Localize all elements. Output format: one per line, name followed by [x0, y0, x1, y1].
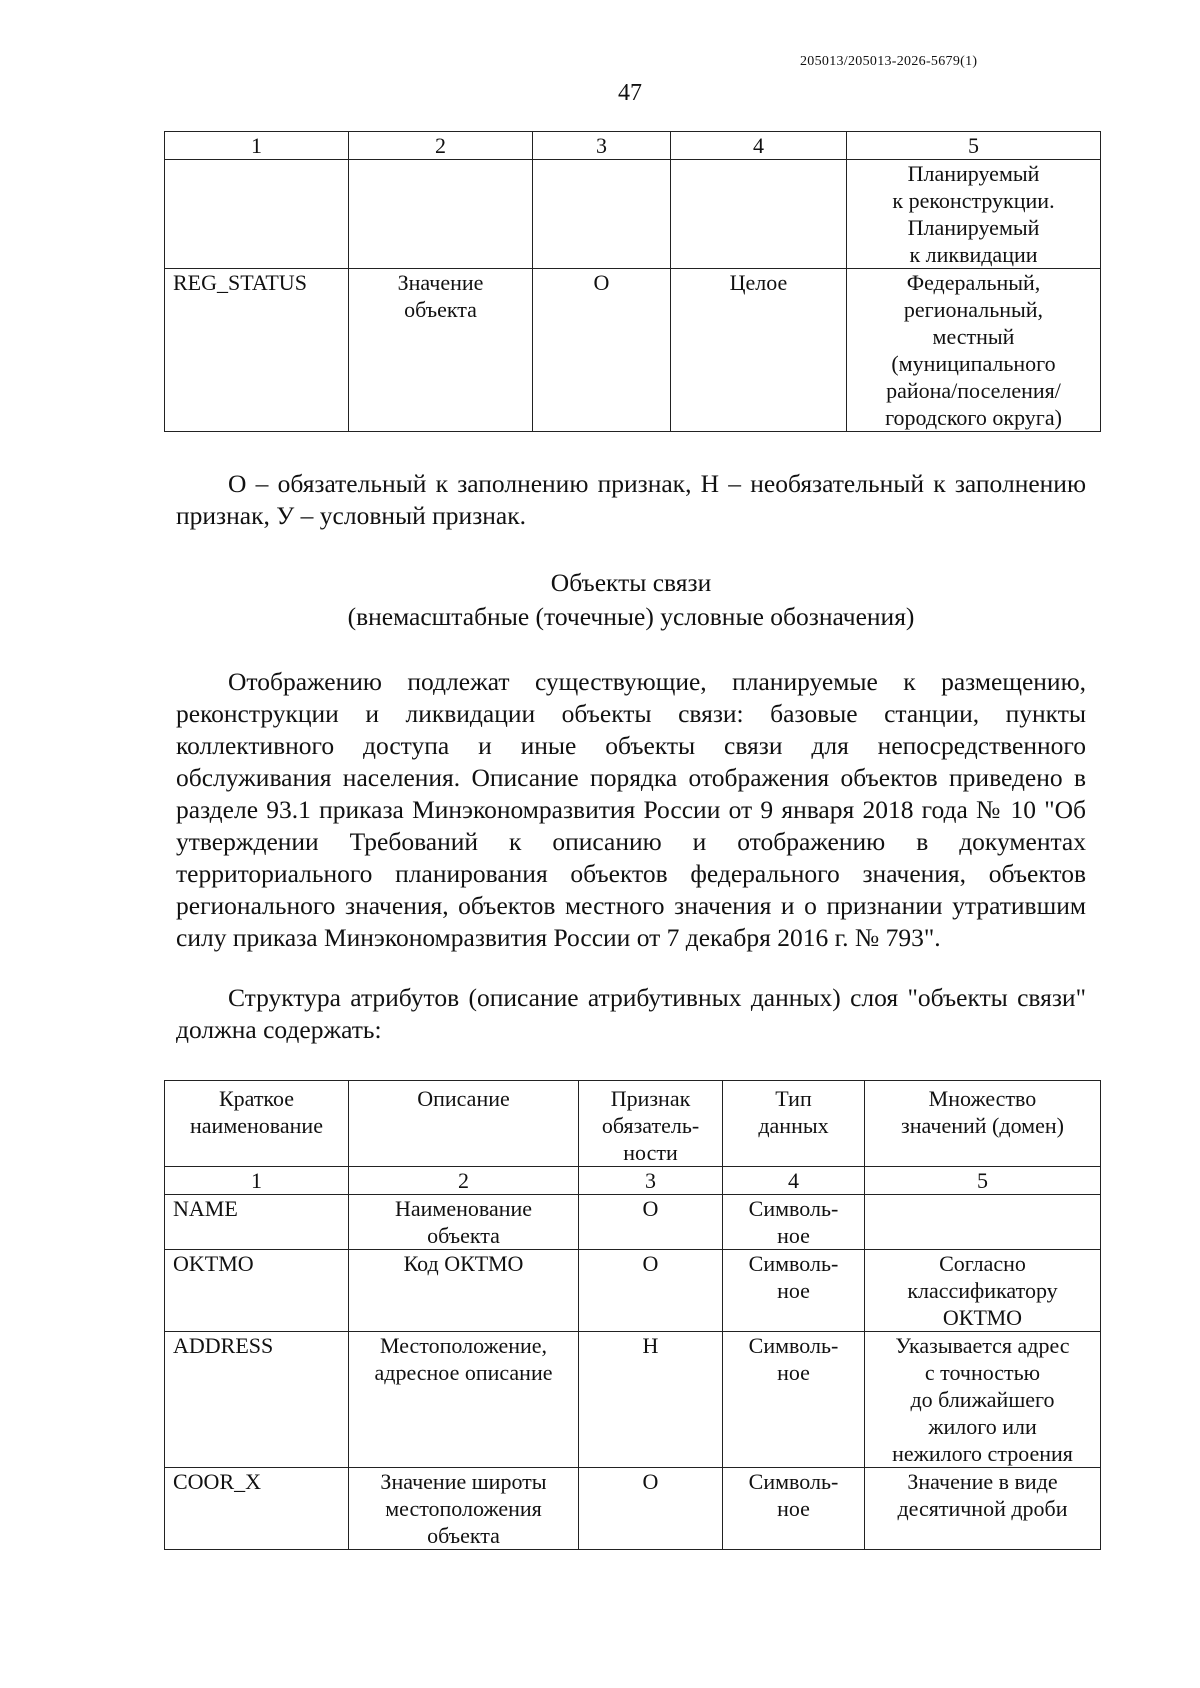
cell-description: Местоположение, адресное описание — [349, 1332, 579, 1468]
cell-short-name: ADDRESS — [165, 1332, 349, 1468]
col-number: 3 — [533, 132, 671, 160]
header-short-name: Краткое наименование — [165, 1081, 349, 1167]
cell-data-type: Символь- ное — [723, 1250, 865, 1332]
cell-data-type — [671, 160, 847, 269]
cell-short-name — [165, 160, 349, 269]
col-number: 4 — [723, 1167, 865, 1195]
cell-domain — [865, 1195, 1101, 1250]
col-number: 2 — [349, 132, 533, 160]
col-number: 5 — [847, 132, 1101, 160]
table-row — [165, 160, 1101, 269]
column-number-row — [165, 1167, 1101, 1195]
cell-description: Наименование объекта — [349, 1195, 579, 1250]
document-id: 205013/205013-2026-5679(1) — [800, 54, 978, 69]
cell-short-name: NAME — [165, 1195, 349, 1250]
col-number: 1 — [165, 1167, 349, 1195]
cell-short-name: OKTMO — [165, 1250, 349, 1332]
cell-description: Код ОКТМО — [349, 1250, 579, 1332]
header-domain: Множество значений (домен) — [865, 1081, 1101, 1167]
table-row — [165, 1195, 1101, 1250]
cell-description — [349, 160, 533, 269]
cell-domain: Согласно классификатору ОКТМО — [865, 1250, 1101, 1332]
legend-note: О – обязательный к заполнению признак, Н – необязательный к заполнению признак, У – условный признак. — [176, 469, 1086, 530]
cell-short-name: REG_STATUS — [165, 269, 349, 432]
attribute-table-continued — [164, 131, 1101, 432]
cell-short-name: COOR_X — [165, 1468, 349, 1550]
column-number-row — [165, 132, 1101, 160]
cell-required: О — [579, 1195, 723, 1250]
table-row — [165, 1250, 1101, 1332]
cell-domain: Федеральный, региональный, местный (муниципального района/поселения/ городского округа) — [847, 269, 1101, 432]
col-number: 5 — [865, 1167, 1101, 1195]
table-row — [165, 1468, 1101, 1550]
cell-required — [533, 160, 671, 269]
attribute-table — [164, 1166, 1101, 1550]
header-description: Описание — [349, 1081, 579, 1167]
table-row — [165, 269, 1101, 432]
section-title: Объекты связи — [550, 568, 712, 597]
cell-data-type: Символь- ное — [723, 1195, 865, 1250]
body-paragraph: Структура атрибутов (описание атрибутивных данных) слоя "объекты связи" должна содержать: — [176, 983, 1086, 1044]
col-number: 1 — [165, 132, 349, 160]
cell-domain: Планируемый к реконструкции. Планируемый к ликвидации — [847, 160, 1101, 269]
header-data-type: Тип данных — [723, 1081, 865, 1167]
cell-data-type: Целое — [671, 269, 847, 432]
cell-required: О — [579, 1250, 723, 1332]
cell-required: Н — [579, 1332, 723, 1468]
cell-domain: Значение в виде десятичной дроби — [865, 1468, 1101, 1550]
col-number: 3 — [579, 1167, 723, 1195]
cell-domain: Указывается адрес с точностью до ближайшего жилого или нежилого строения — [865, 1332, 1101, 1468]
body-paragraph: Отображению подлежат существующие, планируемые к размещению, реконструкции и ликвидации объекты связи: базовые станции, пункты коллективного доступа и иные объекты связи для непосредственного обслуживания населения. Описание порядка отображения объектов приведено в разделе 93.1 приказа Минэкономразвития России от 9 января 2018 года № 10 "Об утверждении Требований к описанию и отображению в документах территориального планирования объектов федерального значения, объектов регионального значения, объектов местного значения и о признании утратившим силу приказа Минэкономразвития России от 7 декабря 2016 г. № 793". — [176, 667, 1086, 952]
col-number: 2 — [349, 1167, 579, 1195]
cell-required: О — [579, 1468, 723, 1550]
cell-description: Значение широты местоположения объекта — [349, 1468, 579, 1550]
cell-description: Значение объекта — [349, 269, 533, 432]
section-subtitle: (внемасштабные (точечные) условные обозначения) — [347, 602, 915, 631]
cell-data-type: Символь- ное — [723, 1468, 865, 1550]
header-required: Признак обязатель- ности — [579, 1081, 723, 1167]
page-number: 47 — [618, 80, 642, 106]
attribute-table-header — [164, 1080, 1101, 1167]
cell-required: О — [533, 269, 671, 432]
table-row — [165, 1332, 1101, 1468]
cell-data-type: Символь- ное — [723, 1332, 865, 1468]
header-row — [165, 1081, 1101, 1167]
col-number: 4 — [671, 132, 847, 160]
